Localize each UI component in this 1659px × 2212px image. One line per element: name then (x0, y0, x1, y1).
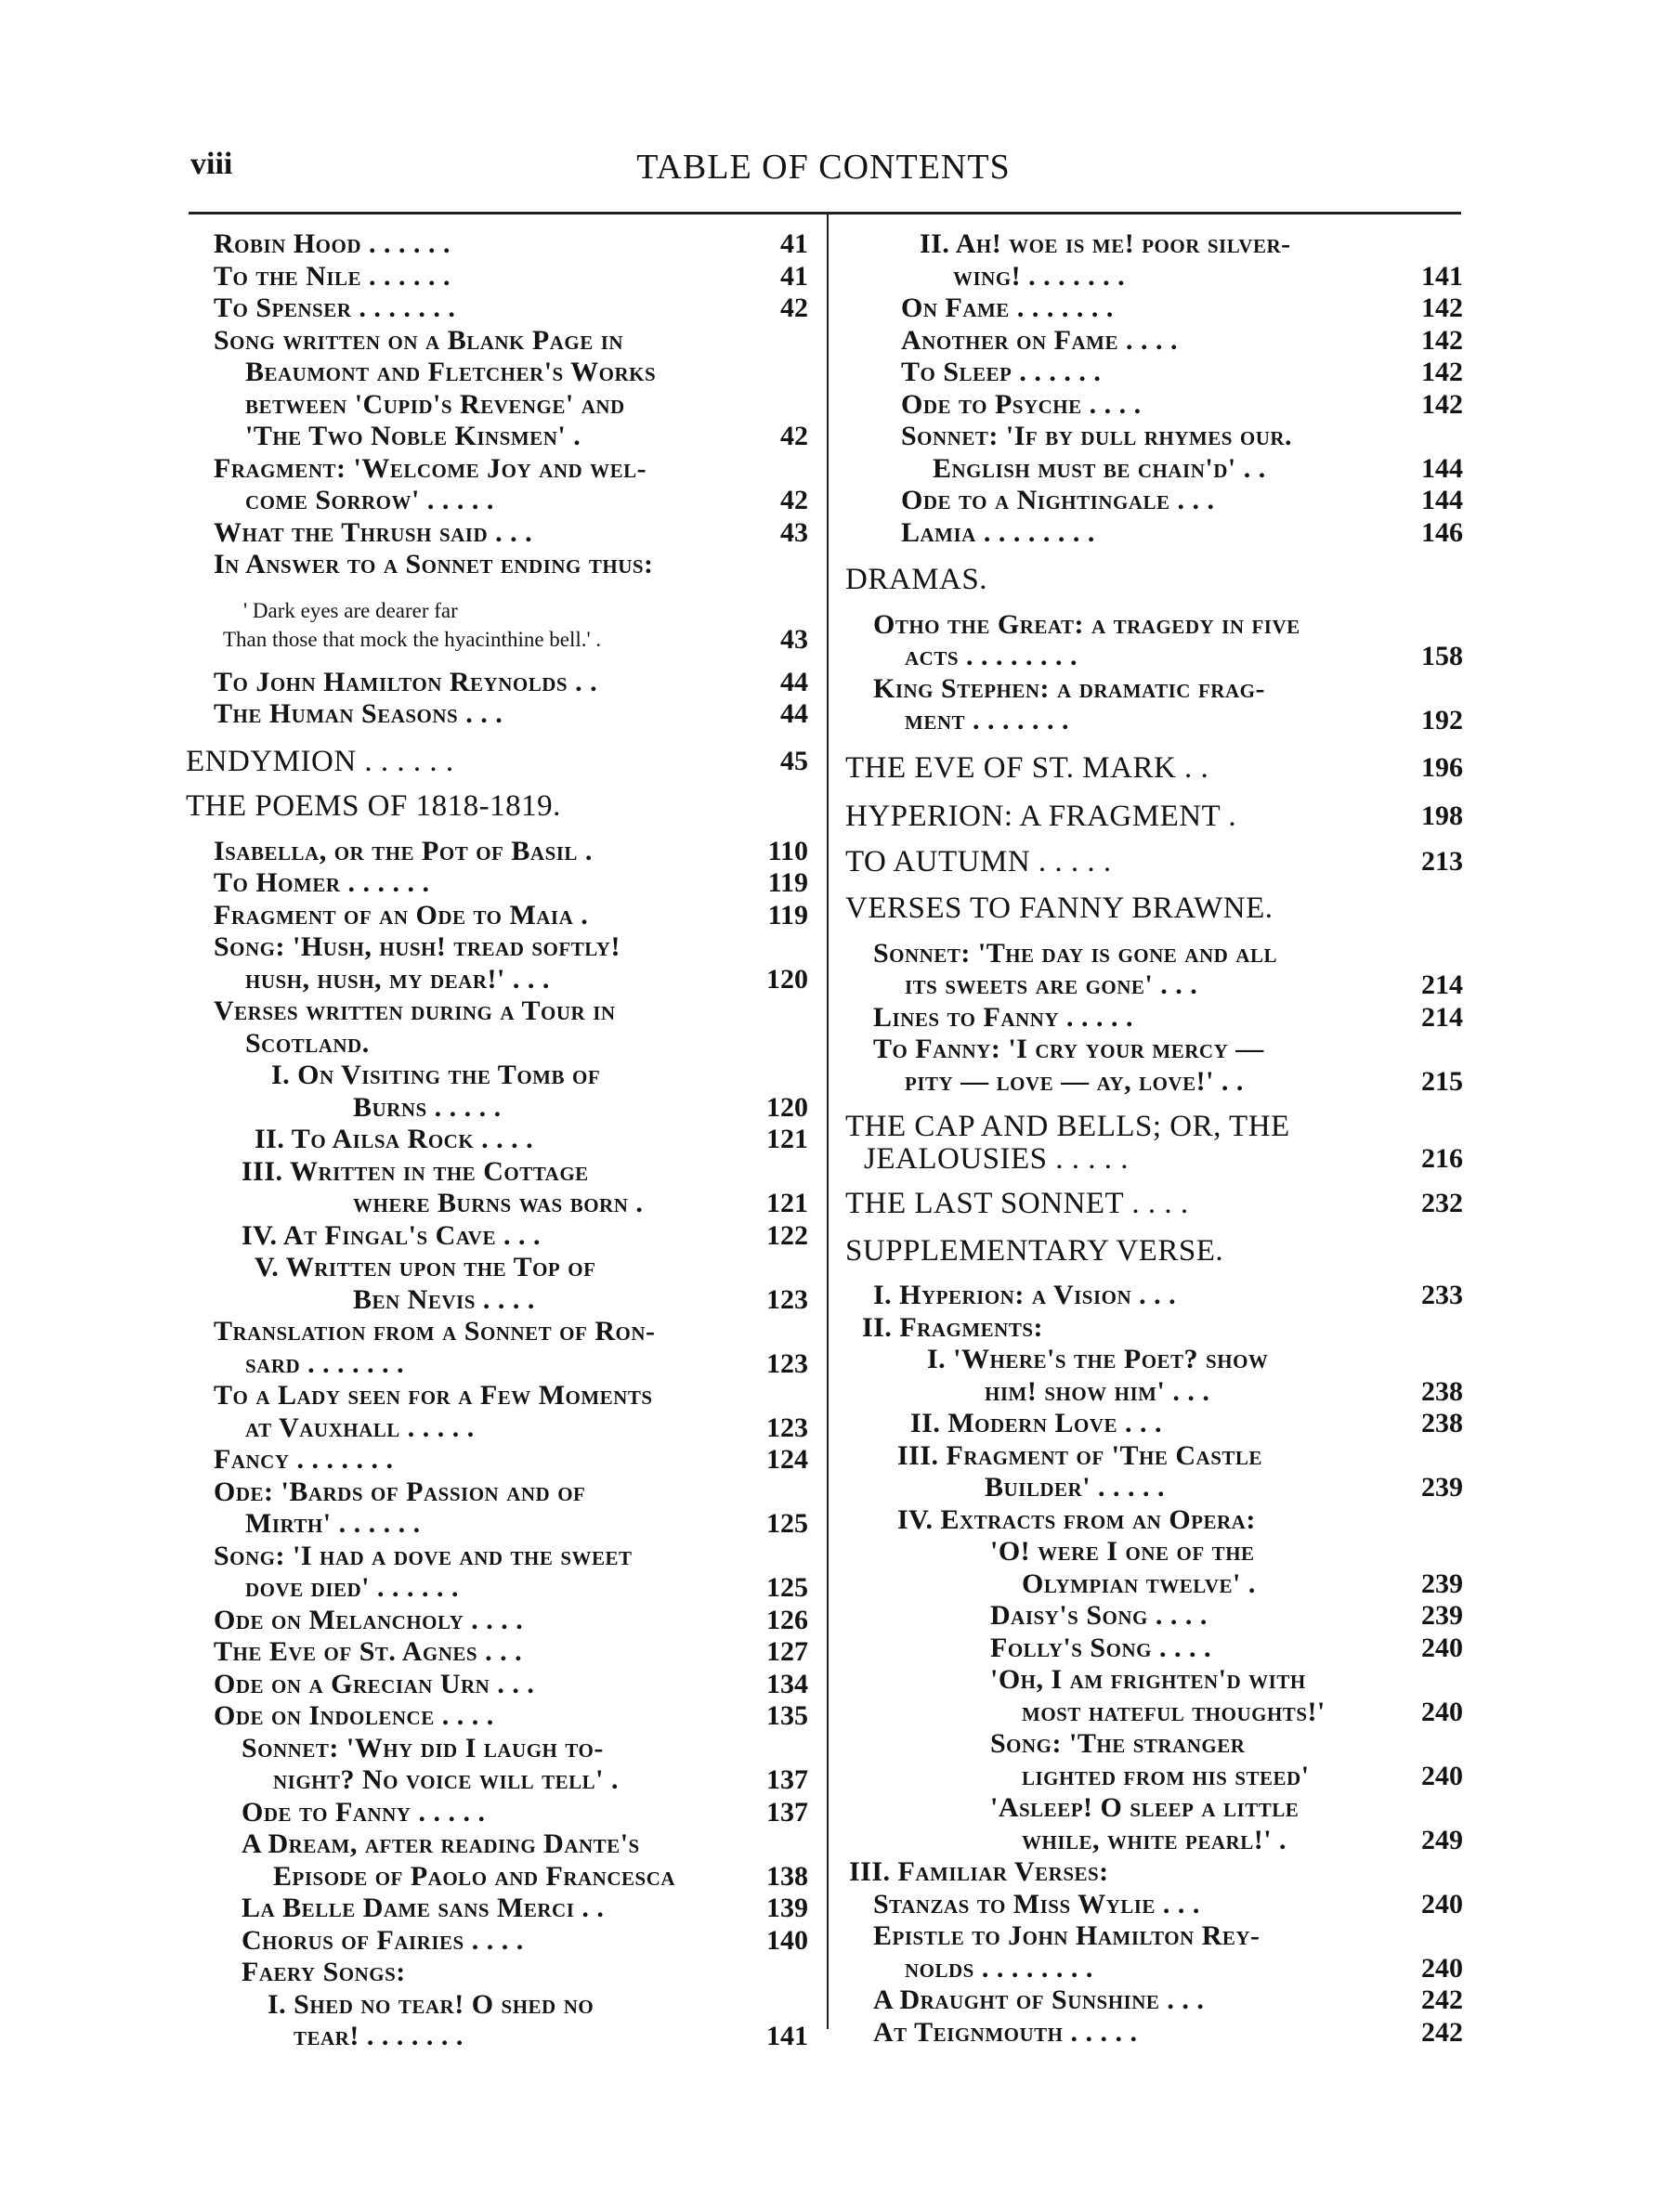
toc-entry-cont: night? No voice will tell' . 137 (273, 1764, 808, 1795)
toc-entry-cont: come Sorrow' . . . . . 42 (245, 485, 808, 515)
toc-entry[interactable]: IV. At Fingal's Cave . . . 122 (242, 1219, 808, 1251)
toc-entry-cont: dove died' . . . . . . 125 (245, 1572, 808, 1603)
toc-section-heading: DRAMAS. (845, 563, 987, 596)
toc-entry[interactable]: Lamia . . . . . . . . 146 (901, 516, 1463, 548)
right-column (845, 228, 1463, 2049)
toc-entry-cont: at Vauxhall . . . . . 123 (245, 1412, 808, 1443)
toc-entry[interactable]: At Teignmouth . . . . . 242 (873, 2016, 1463, 2048)
toc-entry[interactable]: V. Written upon the Top of (255, 1252, 596, 1282)
toc-entry-cont: Episode of Paolo and Francesca 138 (273, 1860, 808, 1892)
toc-entry-cont: Scotland. (245, 1027, 370, 1059)
toc-entry-cont: sard . . . . . . . 123 (245, 1347, 808, 1379)
toc-entry[interactable]: Lines to Fanny . . . . . 214 (873, 1001, 1463, 1033)
toc-entry[interactable]: III. Familiar Verses: (849, 1856, 1109, 1887)
toc-entry[interactable]: Fragment: 'Welcome Joy and wel- (214, 452, 647, 484)
toc-entry[interactable]: Ode: 'Bards of Passion and of (214, 1476, 586, 1507)
toc-entry[interactable]: The Eve of St. Agnes . . . 127 (214, 1636, 808, 1667)
toc-section[interactable]: THE EVE OF ST. MARK . . 196 (845, 750, 1463, 785)
toc-entry-cont: Builder' . . . . . 239 (985, 1472, 1463, 1503)
toc-entry[interactable]: Robin Hood . . . . . . 41 (214, 228, 808, 259)
toc-entry-cont: while, white pearl!' . 249 (1022, 1824, 1463, 1855)
header-rule (189, 212, 1461, 215)
toc-entry[interactable]: Ode to Psyche . . . . 142 (901, 388, 1463, 420)
toc-entry[interactable]: To Fanny: 'I cry your mercy — (873, 1034, 1264, 1064)
toc-entry-cont: English must be chain'd' . . 144 (933, 452, 1463, 484)
toc-entry[interactable]: To John Hamilton Reynolds . . 44 (214, 666, 808, 697)
toc-entry[interactable]: 'Asleep! O sleep a little (990, 1792, 1300, 1823)
quote-line: Than those that mock the hyacinthine bell.' . (223, 627, 602, 651)
toc-entry[interactable]: Fancy . . . . . . . 124 (214, 1444, 808, 1475)
page-ref: 43 (780, 623, 808, 655)
toc-entry[interactable]: Stanzas to Miss Wylie . . . 240 (873, 1888, 1463, 1919)
toc-entry-cont: hush, hush, my dear!' . . . 120 (245, 963, 808, 995)
toc-section[interactable]: ENDYMION . . . . . . 45 (186, 744, 808, 778)
toc-entry-cont: Burns . . . . . 120 (353, 1091, 808, 1123)
toc-entry[interactable]: Song: 'Hush, hush! tread softly! (214, 931, 620, 962)
toc-entry[interactable]: I. Hyperion: a Vision . . . 233 (873, 1280, 1463, 1310)
toc-entry-cont: lighted from his steed' 240 (1022, 1760, 1463, 1791)
toc-entry-cont: Olympian twelve' . 239 (1022, 1568, 1463, 1599)
toc-entry[interactable]: Faery Songs: (242, 1957, 406, 1987)
toc-entry[interactable]: Ode on Melancholy . . . . 126 (214, 1604, 808, 1635)
toc-section[interactable]: TO AUTUMN . . . . . 213 (845, 844, 1463, 878)
toc-entry-cont: most hateful thoughts!' 240 (1022, 1696, 1463, 1727)
toc-entry[interactable]: Sonnet: 'Why did I laugh to- (242, 1732, 604, 1763)
left-column (186, 228, 808, 2053)
toc-entry-cont: ment . . . . . . . 192 (905, 705, 1463, 735)
toc-entry[interactable]: Chorus of Fairies . . . . 140 (242, 1924, 808, 1956)
toc-entry[interactable]: I. On Visiting the Tomb of (271, 1060, 601, 1090)
toc-entry[interactable]: On Fame . . . . . . . 142 (901, 293, 1463, 323)
toc-entry[interactable]: To Homer . . . . . . 119 (214, 867, 808, 898)
toc-entry[interactable]: La Belle Dame sans Merci . . 139 (242, 1893, 808, 1923)
toc-section[interactable]: HYPERION: A FRAGMENT . 198 (845, 800, 1463, 833)
toc-section[interactable]: THE CAP AND BELLS; OR, THE (845, 1110, 1290, 1143)
page-header (186, 139, 1461, 195)
toc-entry[interactable]: I. Shed no tear! O shed no (268, 1988, 594, 2020)
quoted-lines (186, 596, 808, 654)
toc-entry[interactable]: Song written on a Blank Page in (214, 324, 624, 356)
toc-entry-cont: Ben Nevis . . . . 123 (353, 1283, 808, 1315)
toc-entry-cont: tear! . . . . . . . 141 (294, 2021, 808, 2051)
toc-section-heading: VERSES TO FANNY BRAWNE. (845, 891, 1274, 925)
toc-entry[interactable]: A Draught of Sunshine . . . 242 (873, 1984, 1463, 2015)
toc-entry[interactable]: Ode to Fanny . . . . . 137 (242, 1796, 808, 1828)
toc-section-heading: SUPPLEMENTARY VERSE. (845, 1233, 1224, 1268)
toc-entry[interactable]: In Answer to a Sonnet ending thus: (214, 549, 654, 579)
toc-entry-cont: him! show him' . . . 238 (985, 1375, 1463, 1407)
toc-entry[interactable]: Otho the Great: a tragedy in five (873, 608, 1300, 640)
quote-line: ' Dark eyes are dearer far (243, 598, 458, 622)
toc-section-heading: THE POEMS OF 1818-1819. (186, 789, 561, 823)
toc-entry[interactable]: Verses written during a Tour in (214, 995, 616, 1026)
toc-entry-cont: its sweets are gone' . . . 214 (905, 969, 1463, 1000)
toc-entry-cont: wing! . . . . . . . 141 (953, 260, 1463, 292)
column-divider (827, 214, 829, 2029)
toc-entry[interactable]: Daisy's Song . . . . 239 (990, 1600, 1463, 1631)
toc-entry[interactable]: 'O! were I one of the (990, 1536, 1255, 1567)
toc-entry-cont: 'The Two Noble Kinsmen' . 42 (245, 421, 808, 451)
toc-entry[interactable]: To Sleep . . . . . . 142 (901, 357, 1463, 387)
toc-section-cont: JEALOUSIES . . . . . 216 (864, 1141, 1463, 1176)
toc-entry[interactable]: 'Oh, I am frighten'd with (990, 1664, 1306, 1695)
toc-entry[interactable]: Epistle to John Hamilton Rey- (873, 1920, 1261, 1951)
toc-section[interactable]: THE LAST SONNET . . . . 232 (845, 1187, 1463, 1220)
toc-entry[interactable]: Another on Fame . . . . 142 (901, 324, 1463, 356)
toc-entry[interactable]: The Human Seasons . . . 44 (214, 698, 808, 729)
toc-entry[interactable]: Ode on Indolence . . . . 135 (214, 1700, 808, 1731)
toc-entry[interactable]: Song: 'The stranger (990, 1728, 1246, 1759)
toc-entry[interactable]: I. 'Where's the Poet? show (927, 1344, 1269, 1374)
toc-entry[interactable]: Song: 'I had a dove and the sweet (214, 1540, 633, 1571)
toc-entry[interactable]: To Spenser . . . . . . . 42 (214, 293, 808, 323)
toc-entry[interactable]: II. Modern Love . . . 238 (910, 1408, 1463, 1438)
toc-entry[interactable]: Isabella, or the Pot of Basil . 110 (214, 835, 808, 866)
toc-entry[interactable]: Sonnet: 'If by dull rhymes our. (901, 421, 1293, 451)
toc-entry[interactable]: II. Fragments: (862, 1311, 1044, 1343)
toc-entry-cont: nolds . . . . . . . . 240 (905, 1952, 1463, 1984)
toc-entry[interactable]: II. Ah! woe is me! poor silver- (920, 228, 1291, 259)
toc-entry[interactable]: What the Thrush said . . . 43 (214, 516, 808, 548)
toc-entry[interactable]: Ode on a Grecian Urn . . . 134 (214, 1668, 808, 1699)
toc-entry[interactable]: IV. Extracts from an Opera: (897, 1503, 1256, 1535)
toc-entry[interactable]: Translation from a Sonnet of Ron- (214, 1316, 656, 1347)
toc-entry[interactable]: III. Written in the Cottage (242, 1155, 589, 1187)
toc-entry-cont: where Burns was born . 121 (353, 1188, 808, 1218)
running-title: TABLE OF CONTENTS (636, 148, 1011, 187)
toc-entry[interactable]: Fragment of an Ode to Maia . 119 (214, 899, 808, 930)
toc-entry-cont: Mirth' . . . . . . 125 (245, 1508, 808, 1539)
toc-entry[interactable]: A Dream, after reading Dante's (242, 1828, 640, 1859)
toc-entry[interactable]: King Stephen: a dramatic frag- (873, 672, 1265, 704)
toc-entry-cont: between 'Cupid's Revenge' and (245, 388, 625, 420)
toc-entry[interactable]: Ode to a Nightingale . . . 144 (901, 485, 1463, 515)
page-number: viii (190, 147, 233, 181)
toc-entry[interactable]: To the Nile . . . . . . 41 (214, 260, 808, 292)
toc-entry[interactable]: To a Lady seen for a Few Moments (214, 1380, 653, 1411)
toc-entry[interactable]: II. To Ailsa Rock . . . . 121 (255, 1124, 808, 1154)
toc-entry-cont: Beaumont and Fletcher's Works (245, 357, 657, 387)
toc-entry-cont: acts . . . . . . . . 158 (905, 641, 1463, 671)
toc-entry[interactable]: Folly's Song . . . . 240 (990, 1632, 1463, 1663)
toc-entry[interactable]: Sonnet: 'The day is gone and all (873, 937, 1277, 969)
toc-entry-cont: pity — love — ay, love!' . . 215 (905, 1065, 1463, 1097)
toc-entry[interactable]: III. Fragment of 'The Castle (897, 1439, 1262, 1471)
